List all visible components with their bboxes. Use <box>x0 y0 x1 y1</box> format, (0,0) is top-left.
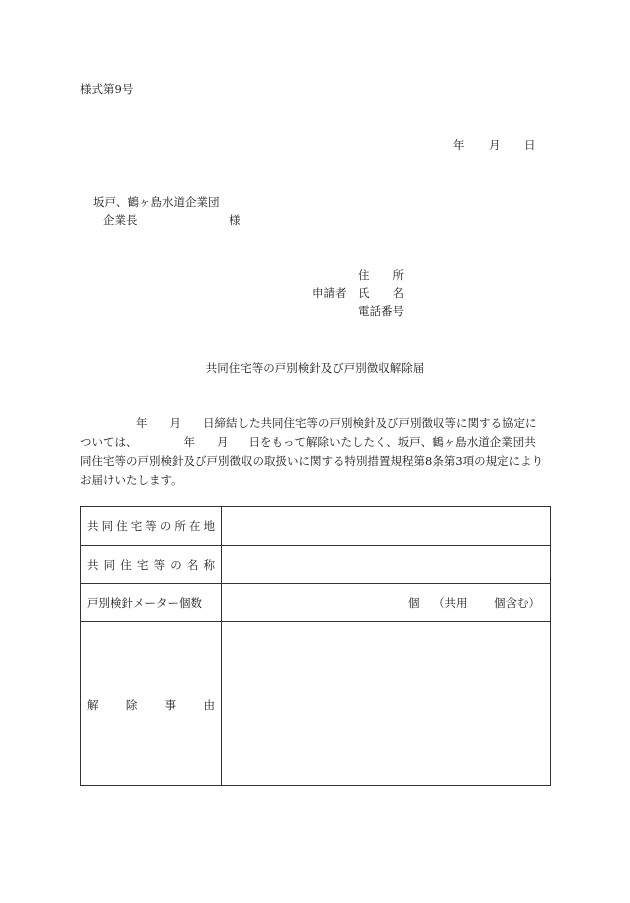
body-year-1: 年 <box>136 416 148 430</box>
document-title: 共同住宅等の戸別検針及び戸別徴収解除届 <box>205 361 425 375</box>
meter-unit: 個 <box>408 596 420 610</box>
addressee-title: 企業長 <box>103 213 138 227</box>
addressee-organization: 坂戸、鶴ヶ島水道企業団 <box>93 195 220 209</box>
table-row-reason <box>81 622 550 787</box>
body-text-2-start: ついては、 <box>80 435 138 449</box>
form-number: 様式第9号 <box>80 82 134 96</box>
body-line-1 <box>80 415 537 431</box>
meter-shared-end: 個含む） <box>494 596 540 610</box>
table-row-name <box>81 546 550 584</box>
date-day-label: 日 <box>524 138 536 152</box>
table-row-meter <box>81 584 550 622</box>
reason-label: 解 除 事 由 <box>87 698 215 712</box>
body-line-2 <box>80 434 536 450</box>
date-year-label: 年 <box>453 138 465 152</box>
applicant-phone-label: 電話番号 <box>358 304 404 318</box>
body-text-2: 日をもって解除いたしたく、坂戸、鶴ヶ島水道企業団共 <box>248 435 536 449</box>
applicant-label: 申請者 <box>312 286 347 300</box>
body-year-2: 年 <box>183 435 195 449</box>
notification-table <box>80 506 551 786</box>
body-month-1: 月 <box>169 416 181 430</box>
date-month-label: 月 <box>489 138 501 152</box>
meter-count-label: 戸別検針メーター個数 <box>87 596 202 610</box>
body-line-3: 同住宅等の戸別検針及び戸別徴収の取扱いに関する特別措置規程第8条第3項の規定により <box>80 454 544 468</box>
addressee-honorific: 様 <box>229 213 241 227</box>
building-name-label: 共 同 住 宅 等 の 名 称 <box>87 558 215 572</box>
applicant-name-label: 氏 名 <box>358 286 404 300</box>
applicant-address-label: 住 所 <box>358 268 404 282</box>
meter-shared-label: （共用 <box>433 596 468 610</box>
table-row-location <box>81 507 550 546</box>
body-month-2: 月 <box>217 435 229 449</box>
body-line-4: お届けいたします。 <box>80 473 183 487</box>
body-text-1: 日締結した共同住宅等の戸別検針及び戸別徴収等に関する協定に <box>203 416 537 430</box>
location-label: 共 同 住 宅 等 の 所 在 地 <box>87 519 215 533</box>
